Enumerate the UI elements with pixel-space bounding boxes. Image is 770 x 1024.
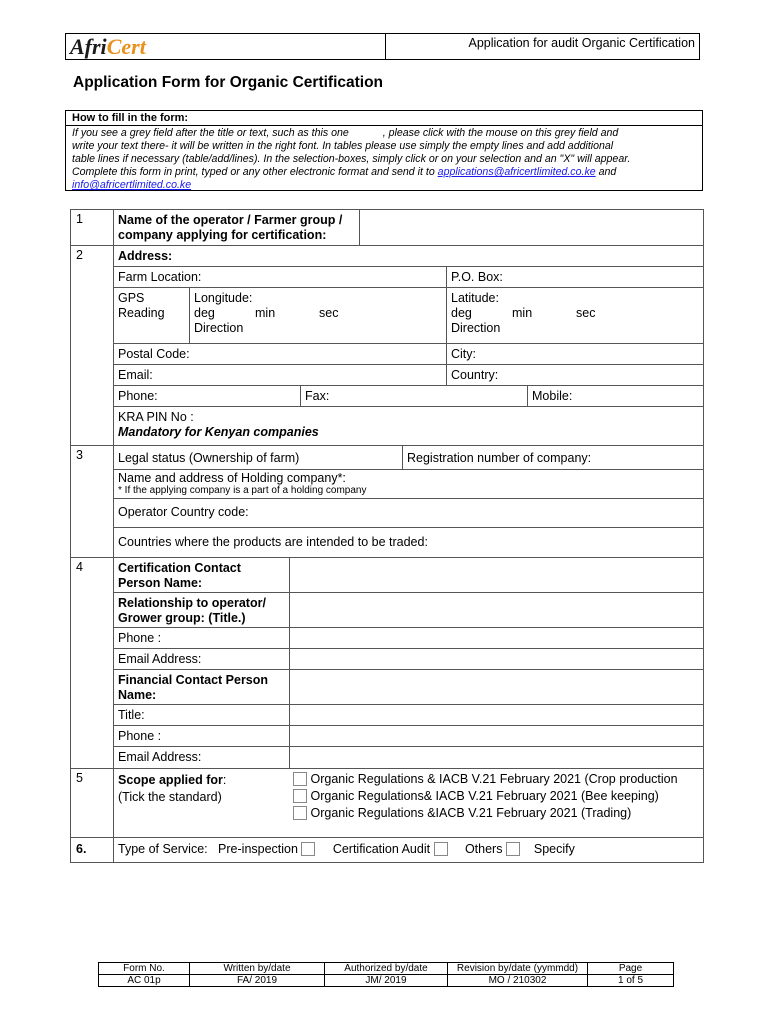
footer-header-row: Form No. Written by/date Authorized by/date Revision by/date (yymmdd) Page [99, 963, 674, 975]
info-email-link[interactable]: info@africertlimited.co.ke [72, 179, 192, 191]
contact-email-field[interactable] [289, 649, 703, 669]
section-5 [71, 769, 704, 838]
holding-company-note: * If the applying company is a part of a holding company [118, 485, 367, 496]
section-1 [71, 210, 704, 246]
title-label: Title: [118, 708, 145, 722]
latitude-field[interactable]: Latitude: deg min sec Direction [446, 288, 703, 343]
application-form-table [70, 209, 704, 863]
section-6 [71, 838, 704, 863]
financial-phone-label: Phone : [118, 729, 162, 743]
scope-option-trading[interactable]: Organic Regulations &IACB V.21 February 2021 (Trading) [293, 805, 699, 822]
checkbox[interactable] [293, 772, 307, 786]
header-title: Application for audit Organic Certification [468, 36, 695, 50]
scope-label: Scope applied for: (Tick the standard) [118, 773, 227, 804]
section-4 [71, 558, 704, 769]
traded-countries-field[interactable]: Countries where the products are intended to be traded: [118, 535, 428, 549]
section-number: 2 [71, 246, 114, 446]
financial-email-label: Email Address: [118, 750, 202, 764]
footer-value-row: AC 01p FA/ 2019 JM/ 2019 MO / 210302 1 of 5 [99, 975, 674, 987]
specify-field[interactable]: Specify [533, 842, 575, 856]
relationship-field[interactable] [289, 593, 703, 627]
address-label: Address: [118, 249, 173, 263]
document-footer-table [98, 962, 674, 987]
city-field[interactable]: City: [446, 344, 703, 364]
title-field[interactable] [289, 705, 703, 725]
email-field[interactable]: Email: [118, 368, 153, 382]
section-number: 1 [71, 210, 114, 246]
kra-pin-field[interactable]: KRA PIN No : Mandatory for Kenyan companies [118, 410, 319, 439]
farm-location-field[interactable]: Farm Location: [118, 270, 202, 284]
contact-person-field[interactable] [289, 558, 703, 592]
certification-audit-checkbox[interactable] [434, 842, 448, 856]
pre-inspection-checkbox[interactable] [301, 842, 315, 856]
operator-country-code-field[interactable]: Operator Country code: [118, 505, 249, 519]
holding-company-field[interactable]: Name and address of Holding company*: * If the applying company is a part of a holding company [118, 471, 367, 496]
page-title: Application Form for Organic Certification [73, 74, 384, 91]
financial-contact-field[interactable] [289, 670, 703, 704]
section-number: 6. [71, 838, 114, 863]
scope-options [289, 769, 703, 837]
contact-email-label: Email Address: [118, 652, 202, 666]
africert-logo: AfriCert [66, 34, 386, 59]
postal-code-field[interactable]: Postal Code: [118, 347, 190, 361]
longitude-field[interactable]: Longitude: deg min sec Direction [189, 288, 446, 343]
applications-email-link[interactable]: applications@africertlimited.co.ke [437, 166, 596, 178]
gps-label: GPS Reading [118, 291, 165, 320]
operator-name-label: Name of the operator / Farmer group / company applying for certification: [118, 213, 343, 242]
phone-field[interactable]: Phone: [118, 389, 158, 403]
scope-option-crop[interactable]: Organic Regulations & IACB V.21 February 2021 (Crop production [293, 771, 699, 788]
instructions-text: If you see a grey field after the title or text, such as this one , please click with the mouse on this grey field and write your text there- it will be written in the right font. In tables please use simply the empty lines and add additional table lines if necessary (table/add/lines). In the selection-boxes, simply click or on your selection and an "X" will appear. Complete this form in print, typed or any other electronic format and send it to applications@africertlimited.co.ke and info@africertlimited.co.ke [72, 127, 631, 191]
financial-contact-label: Financial Contact Person Name: [118, 673, 269, 702]
checkbox[interactable] [293, 806, 307, 820]
instructions-box [65, 110, 703, 191]
section-number: 3 [71, 446, 114, 558]
instructions-heading: How to fill in the form: [66, 111, 702, 126]
mandatory-note: Mandatory for Kenyan companies [118, 425, 319, 439]
po-box-field[interactable]: P.O. Box: [446, 267, 703, 287]
registration-number-field[interactable]: Registration number of company: [402, 446, 703, 469]
country-field[interactable]: Country: [446, 365, 703, 385]
section-number: 4 [71, 558, 114, 769]
service-type: Type of Service: Pre-inspection Certification Audit Others Specify [118, 842, 575, 856]
contact-person-label: Certification Contact Person Name: [118, 561, 241, 590]
fax-field[interactable]: Fax: [300, 386, 527, 406]
operator-name-field[interactable] [359, 210, 703, 245]
section-2 [71, 246, 704, 446]
financial-phone-field[interactable] [289, 726, 703, 746]
legal-status-field[interactable]: Legal status (Ownership of farm) [118, 451, 300, 465]
financial-email-field[interactable] [289, 747, 703, 768]
section-3 [71, 446, 704, 558]
checkbox[interactable] [293, 789, 307, 803]
document-header [65, 33, 700, 60]
contact-phone-field[interactable] [289, 628, 703, 648]
scope-option-bee[interactable]: Organic Regulations& IACB V.21 February 2021 (Bee keeping) [293, 788, 699, 805]
section-number: 5 [71, 769, 114, 838]
mobile-field[interactable]: Mobile: [527, 386, 703, 406]
contact-phone-label: Phone : [118, 631, 162, 645]
others-checkbox[interactable] [506, 842, 520, 856]
relationship-label: Relationship to operator/ Grower group: (Title.) [118, 596, 266, 625]
